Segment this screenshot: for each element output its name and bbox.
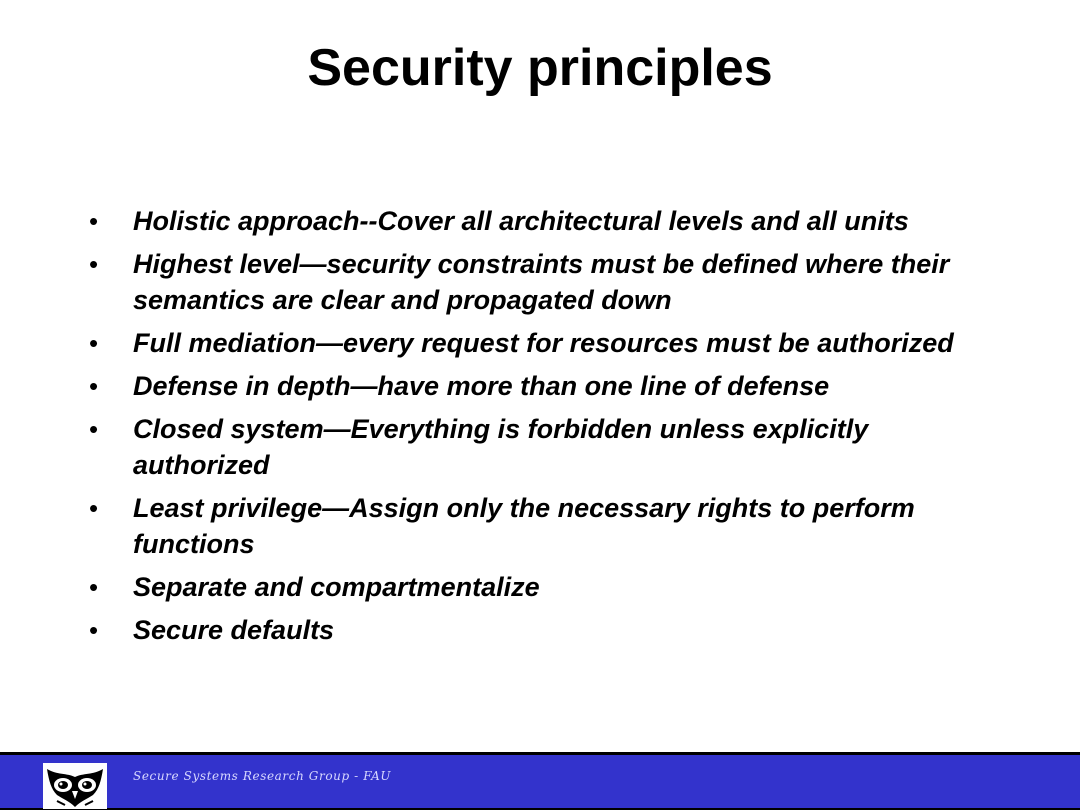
bullet-text: Defense in depth—have more than one line of defense	[133, 371, 830, 401]
bullet-dot-icon: •	[89, 249, 99, 279]
bullet-text: Holistic approach--Cover all architectural levels and all units	[133, 206, 909, 236]
bullet-item	[89, 612, 989, 648]
bullet-text: Closed system—Everything is forbidden unless explicitly authorized	[133, 414, 869, 480]
bullet-item	[89, 490, 989, 562]
owl-logo-icon	[43, 763, 107, 809]
bullet-dot-icon: •	[89, 493, 99, 523]
bullet-dot-icon: •	[89, 414, 99, 444]
bullet-dot-icon: •	[89, 206, 99, 236]
bullet-item	[89, 411, 989, 483]
bullet-dot-icon: •	[89, 615, 99, 645]
bullet-text: Least privilege—Assign only the necessary rights to perform functions	[133, 493, 915, 559]
bullet-item	[89, 246, 989, 318]
bullet-dot-icon: •	[89, 572, 99, 602]
bullet-text: Separate and compartmentalize	[133, 572, 540, 602]
bullet-dot-icon: •	[89, 371, 99, 401]
bullet-list	[89, 203, 989, 655]
footer-bar	[0, 752, 1080, 810]
bullet-item	[89, 203, 989, 239]
bullet-text: Full mediation—every request for resources must be authorized	[133, 328, 954, 358]
footer-text: Secure Systems Research Group - FAU	[133, 769, 392, 783]
bullet-text: Highest level—security constraints must be defined where their semantics are clear and propagated down	[133, 249, 950, 315]
bullet-dot-icon: •	[89, 328, 99, 358]
bullet-text: Secure defaults	[133, 615, 335, 645]
slide-title: Security principles	[307, 39, 773, 97]
bullet-item	[89, 325, 989, 361]
bullet-item	[89, 368, 989, 404]
bullet-item	[89, 569, 989, 605]
